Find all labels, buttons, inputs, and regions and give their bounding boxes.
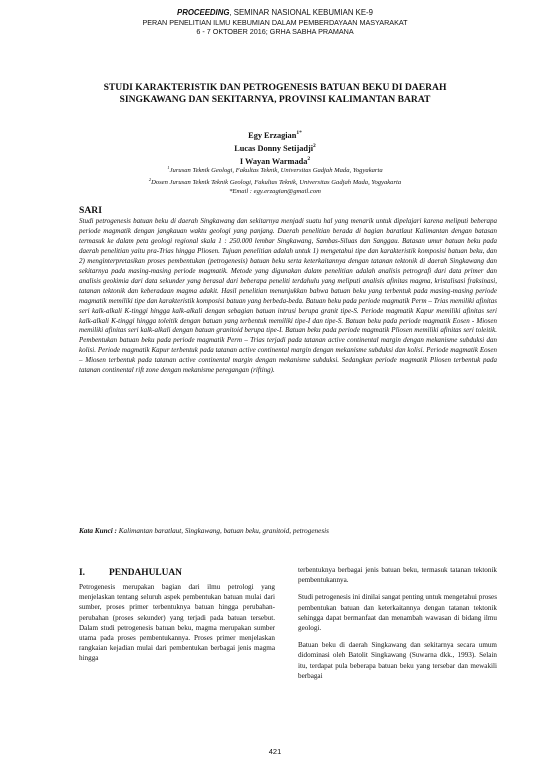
right-paragraph-2: Studi petrogenesis ini dinilai sangat penting untuk mengetahui proses pembentukan batuan dan keterkaitannya dengan tatanan tektonik sehingga dapat bermanfaat dan menambah wawasan di bidang ilmu geologi. (298, 593, 497, 633)
abstract-text: Studi petrogenesis batuan beku di daerah Singkawang dan sekitarnya menjadi suatu hal yang menarik untuk dipelajari karena meliputi beberapa periode magmatik dengan jangkauan waktu geologi yang panjang. Daerah penelitian berada di bagian baratlaut Kalimantan dengan batasan termasuk ke dalam peta geologi regional skala 1 : 250.000 lembar Singkawang, Sambas-Siluas dan Sanggau. Batasan umur batuan beku pada daerah penelitian yaitu pra-Trias hingga Pliosen. Tujuan penelitian adalah untuk 1) mengetahui tipe dan karakteristik komposisi batuan beku, dan 2) menginterpretasikan proses pembentukan (petrogenesis) batuan beku serta keterkaitannya dengan tatanan tektonik di daerah Singkawang dan sekitarnya pada masing-masing periode magmatik. Metode yang digunakan dalam penelitian adalah analisis petrografi dari data primer dan analisis geokimia dari data sekunder yang berasal dari beberapa peneliti terdahulu yang meliputi analisis afinitas magma, kristalisasi fraksinasi, tatanan tektonik dan keberadaan magma adakit. Hasil penelitian menunjukkan bahwa batuan beku yang terbentuk pada masing-masing periode magmatik memiliki tipe dan karakteristik komposisi batuan yang berbeda-beda. Batuan beku pada periode magmatik Perm – Trias memiliki afinitas seri kalk-alkali K-tinggi hingga kalk-alkali dengan sebagian batuan intrusi berupa granit tipe-S. Periode magmatik Kapur memiliki afinitas seri kalk-alkali K-tinggi hingga toleitik dengan batuan yang terbentuk memiliki tipe-I dan tipe-S. Batuan beku pada periode magmatik Eosen - Miosen memiliki afinitas seri kalk-alkali dengan batuan granitoid berupa tipe-I. Batuan beku pada periode magmatik Pliosen memiliki afinitas seri toleitik. Pembentukan batuan beku pada periode magmatik Perm – Trias terjadi pada tatanan active continental margin dengan mekanisme subduksi dan kolisi. Periode magmatik Kapur terbentuk pada tatanan active continental margin dengan mekanisme subduksi dan kolisi. Periode magmatik Eosen – Miosen terbentuk pada tatanan active continental margin dengan mekanisme subduksi. Sedangkan periode magmatik Pliosen terbentuk pada tatanan continental rift zone dengan mekanisme peregangan (rifting). (79, 217, 497, 375)
page-number: 421 (268, 747, 282, 756)
section-title: PENDAHULUAN (109, 568, 182, 578)
author-1-sup: 1* (296, 130, 302, 136)
affiliation-1 (0, 164, 550, 176)
right-paragraph-1: terbentuknya berbagai jenis batuan beku, termasuk tatanan tektonik pembentukannya. (298, 566, 497, 585)
proceeding-label: PROCEEDING (177, 8, 230, 17)
running-header (0, 8, 550, 37)
author-list (0, 128, 550, 167)
keywords (79, 527, 497, 537)
header-line-3: 6 - 7 OKTOBER 2016; GRHA SABHA PRAMANA (196, 27, 354, 36)
title-line-2: SINGKAWANG DAN SEKITARNYA, PROVINSI KALIMANTAN BARAT (119, 94, 431, 105)
author-2 (0, 141, 550, 154)
header-line-2: PERAN PENELITIAN ILMU KEBUMIAN DALAM PEMBERDAYAAN MASYARAKAT (142, 17, 408, 27)
right-paragraph-3: Batuan beku di daerah Singkawang dan sekitarnya secara umum didominasi oleh Batolit Singkawang (Suwarna dkk., 1993). Selain itu, terdapat pula beberapa batuan beku yang tersebar dan mewakili berbagai (298, 641, 497, 680)
header-line-1 (0, 8, 550, 18)
keywords-text: Kalimantan baratlaut, Singkawang, batuan beku, granitoid, petrogenesis (118, 527, 329, 535)
affiliation-2 (0, 176, 550, 188)
left-paragraph-1: Petrogenesis merupakan bagian dari ilmu petrologi yang menjelaskan tentang seluruh aspek pembentukan batuan mulai dari sumber, proses primer terbentuknya batuan hingga perubahan-perubahan (proses sekunder) yang terjadi pada batuan tersebut. Dalam studi petrogenesis batuan beku, magma merupakan sumber utama pada proses pembentukannya. Proses primer menjelaskan rangkaian kejadian mulai dari pembentukan berbagai jenis magma hingga (79, 583, 275, 663)
seminar-name: , SEMINAR NASIONAL KEBUMIAN KE-9 (229, 8, 373, 17)
section-heading (79, 568, 182, 578)
keywords-label: Kata Kunci : (79, 527, 117, 535)
author-1 (0, 128, 550, 141)
author-email: *Email : egy.erzagian@gmail.com (229, 187, 321, 195)
right-column (298, 565, 497, 681)
affiliation-1-text: Jurusan Teknik Geologi, Fakultas Teknik, Universitas Gadjah Mada, Yogyakarta (169, 167, 383, 175)
affiliation-2-sup: 2 (148, 176, 152, 182)
affiliations (0, 164, 550, 196)
affiliation-1-sup: 1 (167, 165, 170, 170)
abstract-heading: SARI (79, 205, 102, 216)
affiliation-2-text: Dosen Jurusan Teknik Teknik Geologi, Fakultas Teknik, Universitas Gadjah Mada, Yogyakarta (151, 178, 402, 186)
left-column (79, 582, 275, 664)
section-number: I. (79, 568, 85, 578)
author-1-name: Egy Erzagian (248, 130, 297, 140)
author-2-name: Lucas Donny Setijadji (234, 143, 314, 153)
author-2-sup: 2 (313, 142, 316, 149)
author-3-sup: 2 (307, 155, 311, 162)
title-line-1: STUDI KARAKTERISTIK DAN PETROGENESIS BATUAN BEKU DI DAERAH (103, 82, 447, 93)
author-3-name: I Wayan Warmada (239, 156, 308, 166)
paper-title (60, 82, 490, 106)
